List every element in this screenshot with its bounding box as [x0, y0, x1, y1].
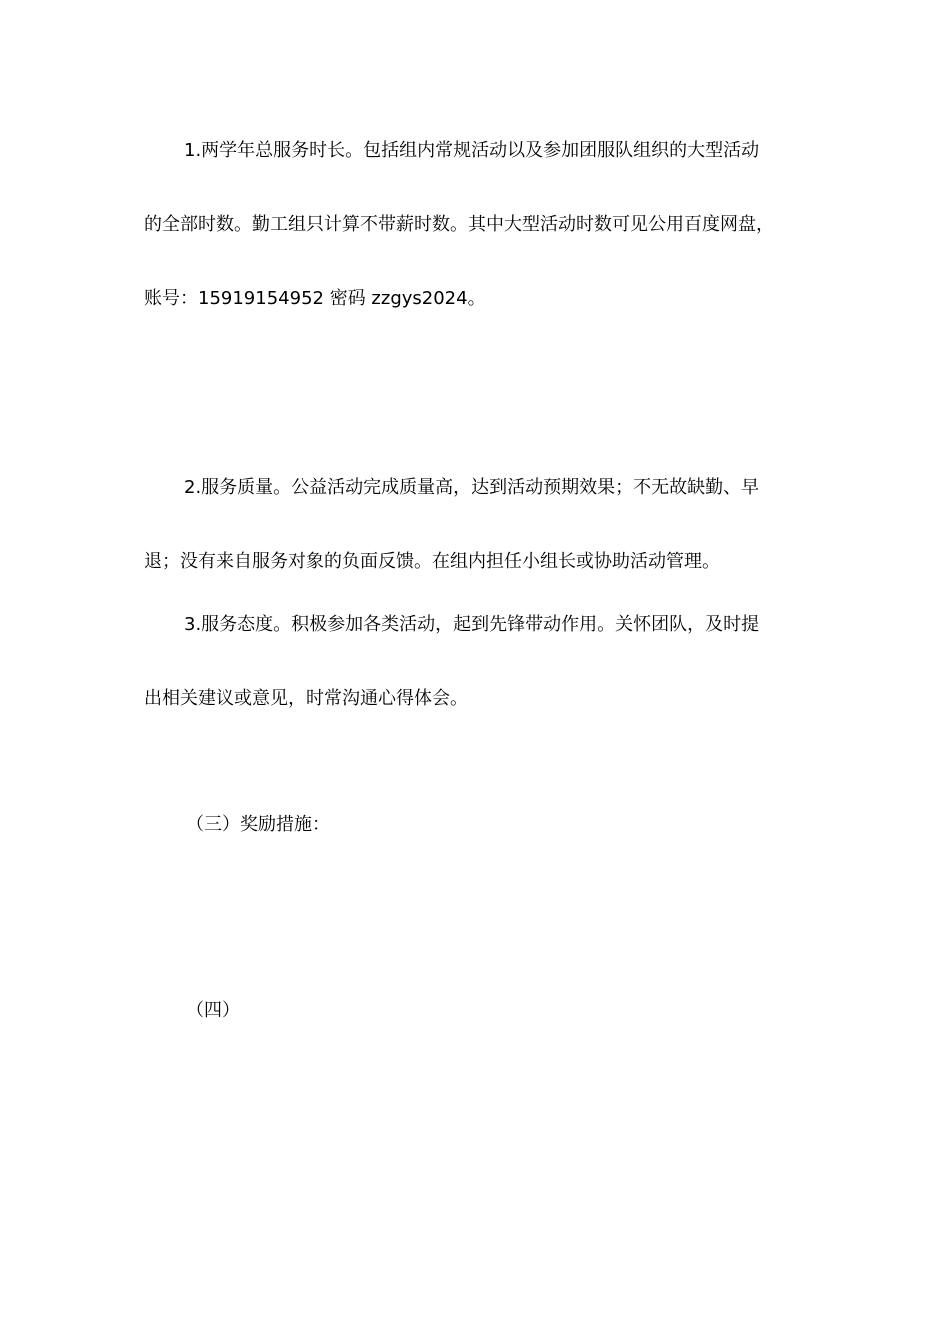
paragraph-service-hours-line-3: 账号：15919154952 密码 zzgys2024。	[144, 288, 486, 309]
paragraph-service-quality-line-1: 2.服务质量。公益活动完成质量高，达到活动预期效果；不无故缺勤、早	[184, 477, 760, 498]
paragraph-service-attitude-line-1: 3.服务态度。积极参加各类活动，起到先锋带动作用。关怀团队，及时提	[184, 614, 760, 635]
paragraph-service-attitude-line-2: 出相关建议或意见，时常沟通心得体会。	[144, 688, 468, 709]
paragraph-service-hours-line-2: 的全部时数。勤工组只计算不带薪时数。其中大型活动时数可见公用百度网盘，	[144, 214, 774, 235]
paragraph-service-quality-line-2: 退；没有来自服务对象的负面反馈。在组内担任小组长或协助活动管理。	[144, 551, 720, 572]
heading-reward-measures: （三）奖励措施：	[186, 814, 330, 835]
heading-section-four: （四）	[186, 1000, 240, 1021]
paragraph-service-hours-line-1: 1.两学年总服务时长。包括组内常规活动以及参加团服队组织的大型活动	[184, 140, 760, 161]
